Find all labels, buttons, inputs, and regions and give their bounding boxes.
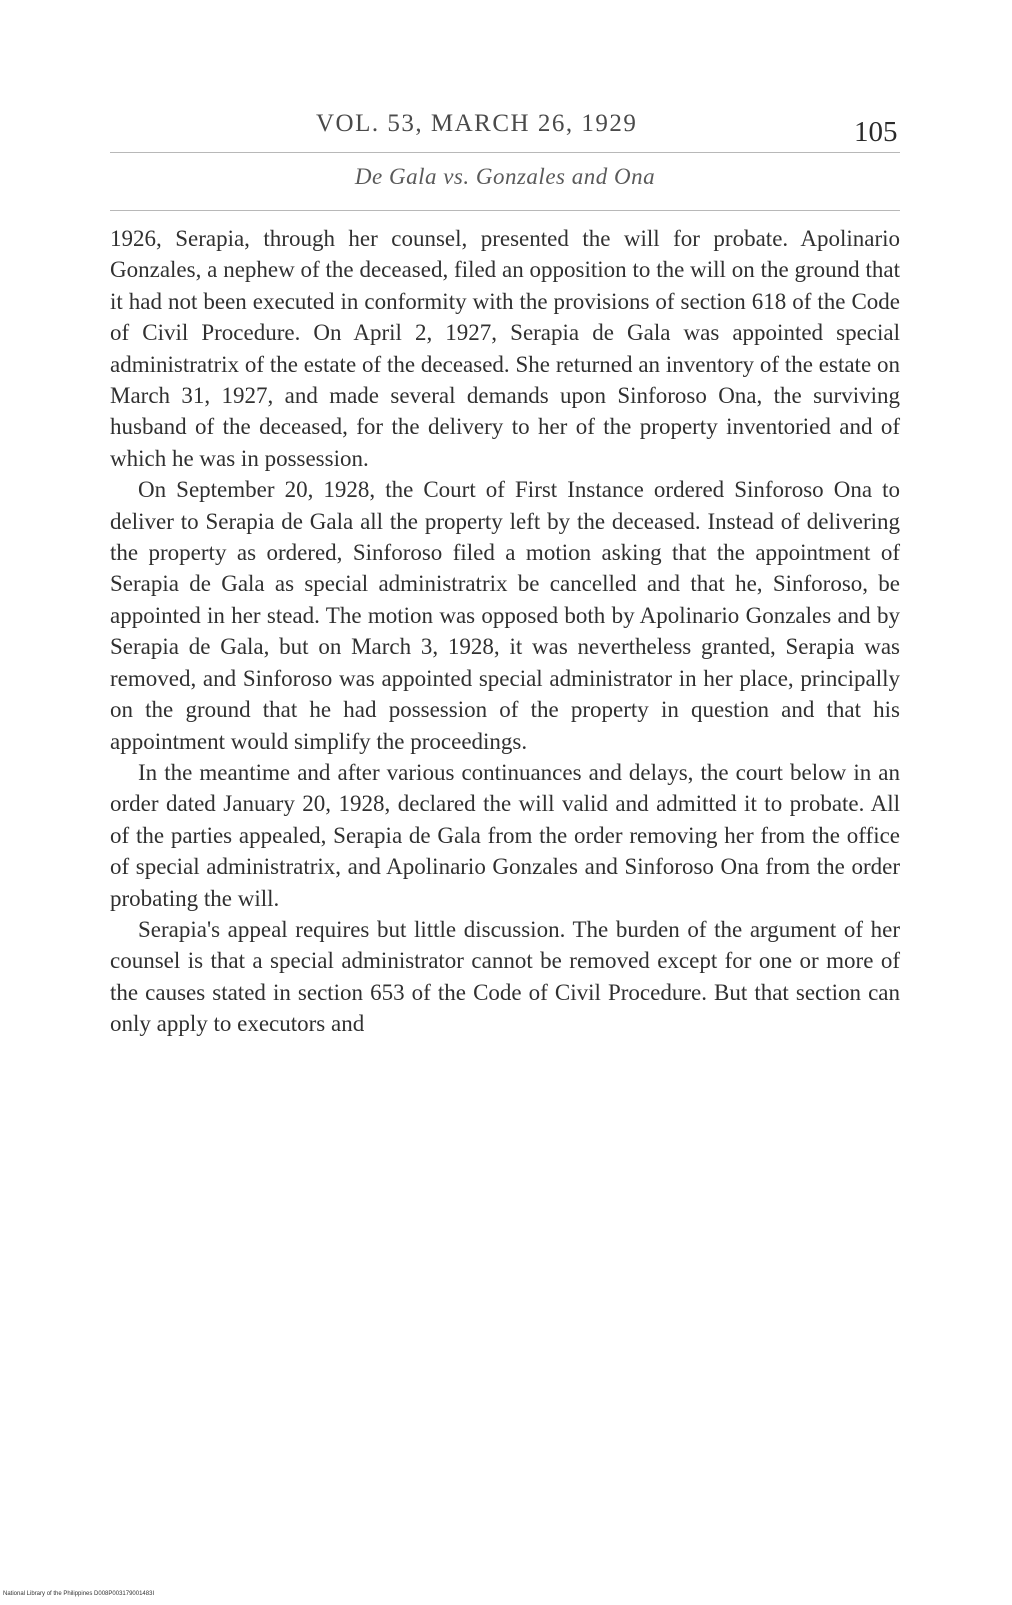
- paragraph-1: 1926, Serapia, through her counsel, presented the will for probate. Apolinario Gonzales, a nephew of the deceased, filed an opposition to the will on the ground that it had not been executed in conformity with the provisions of section 618 of the Code of Civil Procedure. On April 2, 1927, Serapia de Gala was appointed special administratrix of the estate of the deceased. She returned an inventory of the estate on March 31, 1927, and made several demands upon Sinforoso Ona, the surviving husband of the deceased, for the delivery to her of the property inventoried and of which he was in possession.: [110, 226, 900, 471]
- body-text: [110, 223, 900, 1040]
- paragraph-2: On September 20, 1928, the Court of First Instance ordered Sinforoso Ona to deliver to Serapia de Gala all the property left by the deceased. Instead of delivering the property as ordered, Sinforoso filed a motion asking that the appointment of Serapia de Gala as special administratrix be cancelled and that he, Sinforoso, be appointed in her stead. The motion was opposed both by Apolinario Gonzales and by Serapia de Gala, but on March 3, 1928, it was nevertheless granted, Serapia was removed, and Sinforoso was appointed special administrator in her place, principally on the ground that he had possession of the property in question and that his appointment would simplify the proceedings.: [110, 477, 900, 754]
- page-number: 105: [854, 116, 898, 148]
- paragraph-3: In the meantime and after various continuances and delays, the court below in an order dated January 20, 1928, declared the will valid and admitted it to probate. All of the parties appealed, Serapia de Gala from the order removing her from the office of special administratrix, and Apolinario Gonzales and Sinforoso Ona from the order probating the will.: [110, 759, 900, 911]
- case-title: De Gala vs. Gonzales and Ona: [354, 164, 656, 189]
- source-note: National Library of the Philippines D008P003179001483I: [3, 1591, 155, 1597]
- volume-date-header: VOL. 53, MARCH 26, 1929: [316, 110, 638, 137]
- header-rule-bottom: [110, 210, 900, 211]
- header-rule-top: [110, 152, 900, 153]
- paragraph-4: Serapia's appeal requires but little discussion. The burden of the argument of her counsel is that a special administrator cannot be removed except for one or more of the causes stated in section 653 of the Code of Civil Procedure. But that section can only apply to executors and: [110, 916, 900, 1037]
